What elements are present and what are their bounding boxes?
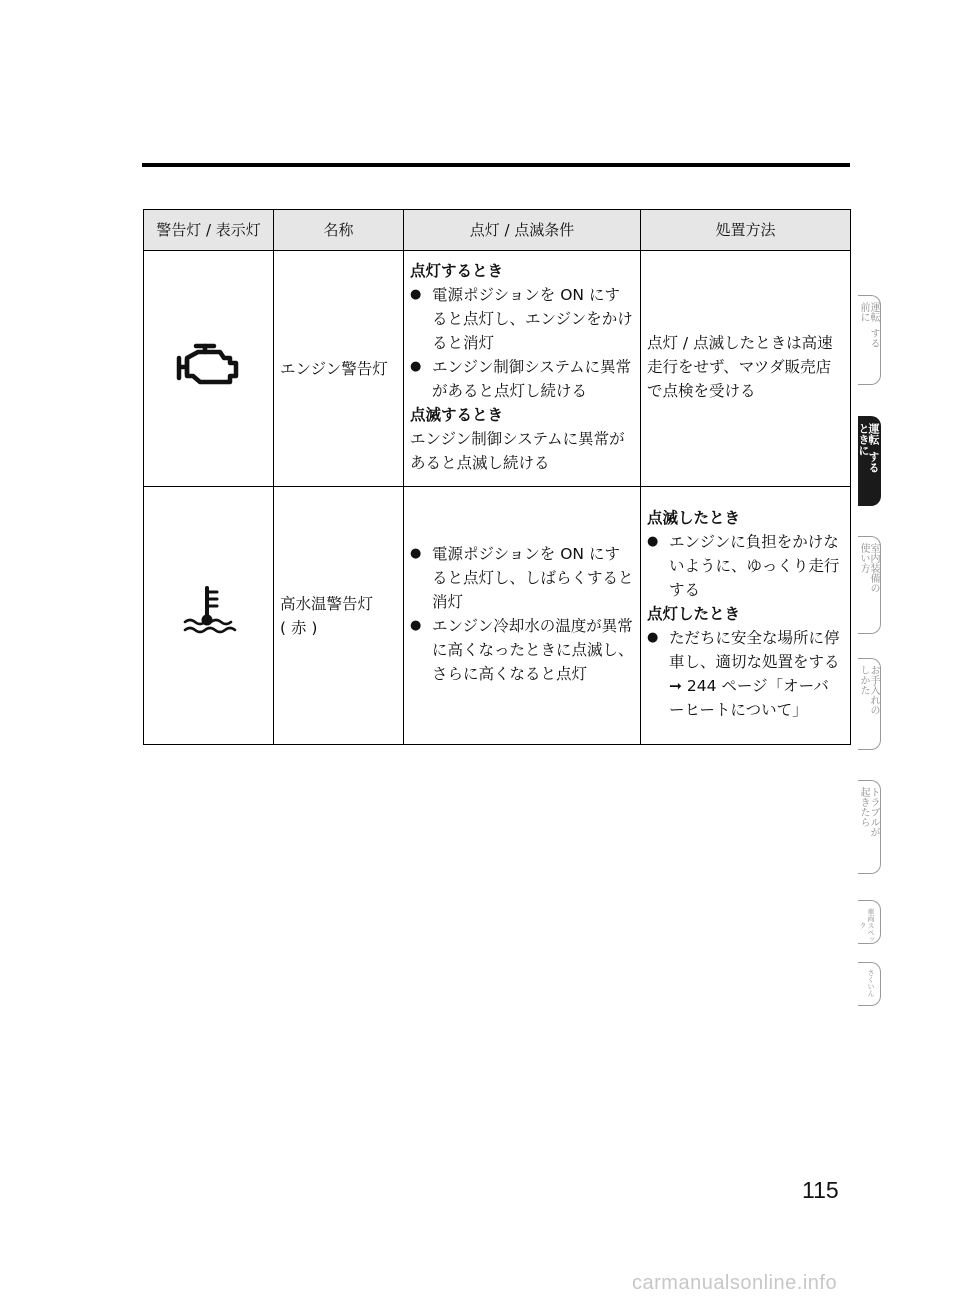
tab-label: 運転	[868, 302, 879, 322]
list-item	[410, 283, 634, 355]
icon-cell	[144, 251, 274, 487]
tab-label: トラブルが	[868, 787, 879, 837]
tab-label: 前に	[858, 302, 869, 322]
action-text: ただちに安全な場所に停車し、適切な処置をする	[669, 628, 840, 671]
tab-label: する	[868, 328, 879, 348]
light-color-note: ( 赤 )	[280, 618, 318, 637]
tab-label: 運転	[867, 423, 880, 445]
page-number: 115	[802, 1177, 839, 1203]
tab-label: ときに	[857, 423, 870, 456]
engine-warning-icon	[174, 342, 244, 388]
table-row	[144, 487, 851, 745]
list-item	[410, 614, 634, 686]
condition-heading: 点滅するとき	[410, 405, 504, 424]
index-tab-while-driving[interactable]	[858, 416, 881, 506]
index-tab-maintenance[interactable]	[858, 658, 881, 750]
condition-cell	[404, 487, 641, 745]
tab-label: 車両スペック	[859, 907, 875, 943]
condition-text: 電源ポジションを ON にすると点灯し、エンジンをかけると消灯	[432, 285, 633, 352]
action-heading: 点灯したとき	[647, 604, 741, 623]
bullet: ●	[410, 358, 422, 374]
list-item	[647, 626, 844, 674]
condition-text: エンジン制御システムに異常があると点滅し続ける	[410, 429, 625, 472]
table-header-row	[144, 210, 851, 251]
name-cell	[274, 487, 404, 745]
tab-label: 起きたら	[858, 787, 869, 827]
header-name: 名称	[274, 210, 404, 251]
condition-text: エンジン冷却水の温度が異常に高くなったときに点滅し、さらに高くなると点灯	[432, 616, 634, 683]
action-cell	[641, 251, 851, 487]
condition-cell	[404, 251, 641, 487]
tab-label: する	[867, 451, 880, 473]
watermark: carmanualsonline.info	[632, 1272, 838, 1294]
list-item	[410, 542, 634, 614]
index-tab-trouble[interactable]	[858, 780, 881, 874]
light-name: 高水温警告灯	[280, 594, 374, 613]
top-rule	[142, 163, 850, 167]
bullet: ●	[410, 617, 422, 633]
tab-label: 使い方	[858, 543, 869, 573]
list-item	[647, 530, 844, 602]
table-row	[144, 251, 851, 487]
tab-label: さくいん	[867, 969, 875, 997]
tab-label: しかた	[858, 665, 869, 695]
bullet: ●	[410, 545, 422, 561]
coolant-temperature-icon	[179, 584, 239, 640]
action-text: エンジンに負担をかけないように、ゆっくり走行する	[669, 532, 840, 599]
name-cell	[274, 251, 404, 487]
header-condition: 点灯 / 点滅条件	[404, 210, 641, 251]
header-action: 処置方法	[641, 210, 851, 251]
condition-text: 電源ポジションを ON にすると点灯し、しばらくすると消灯	[432, 544, 634, 611]
index-tab-index[interactable]	[858, 962, 881, 1006]
bullet: ●	[410, 286, 422, 302]
condition-text: エンジン制御システムに異常があると点灯し続ける	[432, 357, 632, 400]
action-text: 点灯 / 点滅したときは高速走行をせず、マツダ販売店で点検を受ける	[647, 333, 833, 400]
icon-cell	[144, 487, 274, 745]
action-cell	[641, 487, 851, 745]
bullet: ●	[647, 533, 659, 549]
action-heading: 点滅したとき	[647, 508, 741, 527]
list-item	[410, 355, 634, 403]
index-tab-specs[interactable]	[858, 900, 881, 944]
tab-label: 室内装備の	[868, 543, 879, 593]
index-tab-before-driving[interactable]	[858, 295, 881, 385]
condition-heading: 点灯するとき	[410, 261, 504, 280]
light-name: エンジン警告灯	[280, 359, 388, 378]
index-tab-interior[interactable]	[858, 536, 881, 634]
bullet: ●	[647, 629, 659, 645]
warning-light-table	[143, 209, 851, 745]
tab-label: お手入れの	[868, 665, 879, 715]
page-reference-link[interactable]: ➞ 244 ページ「オーバーヒートについて」	[669, 676, 829, 719]
header-warning-light: 警告灯 / 表示灯	[144, 210, 274, 251]
